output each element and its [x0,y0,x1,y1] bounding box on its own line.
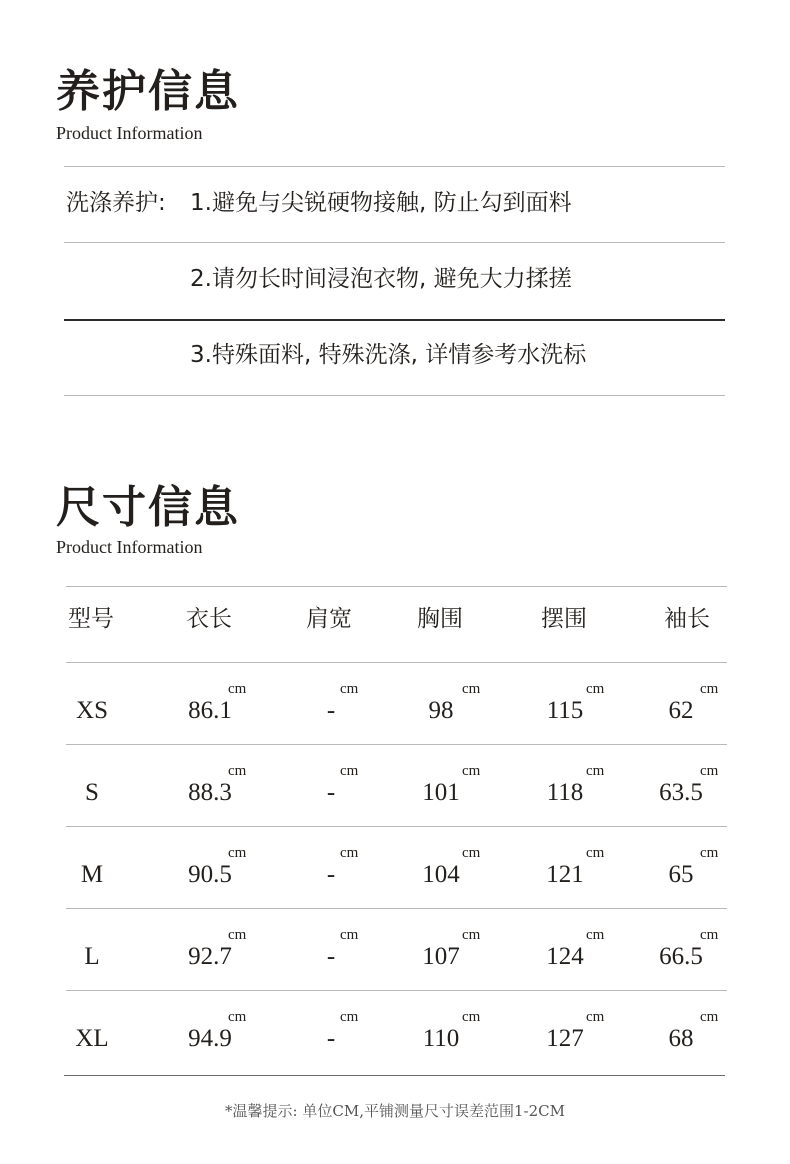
cell-shoulder: - [326,1025,336,1052]
divider [66,826,727,827]
cell-model: L [84,943,100,970]
cell-sleeve: 66.5 [659,943,703,970]
cell-shoulder: - [326,697,336,724]
unit-label: cm [340,1009,359,1025]
divider [64,166,725,167]
divider [66,908,727,909]
unit-label: cm [228,1009,247,1025]
unit-label: cm [586,845,605,861]
divider [64,319,725,321]
care-subtitle: Product Information [56,123,203,143]
unit-label: cm [340,927,359,943]
unit-label: cm [700,763,719,779]
unit-label: cm [700,1009,719,1025]
cell-length: 92.7 [188,943,232,970]
cell-model: XS [76,697,108,724]
cell-sleeve: 65 [668,861,694,888]
cell-shoulder: - [326,861,336,888]
cell-chest: 110 [422,1025,460,1052]
unit-label: cm [340,681,359,697]
cell-length: 86.1 [188,697,232,724]
care-item-1: 1.避免与尖锐硬物接触, 防止勾到面料 [190,190,572,216]
header-hem: 摆围 [541,606,587,632]
cell-shoulder: - [326,779,336,806]
unit-label: cm [228,763,247,779]
header-model: 型号 [68,606,114,632]
unit-label: cm [586,1009,605,1025]
care-row-2 [0,268,790,294]
header-chest: 胸围 [417,606,463,632]
divider [64,242,725,243]
cell-sleeve: 62 [668,697,694,724]
care-title: 养护信息 [56,66,240,117]
cell-chest: 101 [422,779,460,806]
care-item-2: 2.请勿长时间浸泡衣物, 避免大力揉搓 [190,266,572,292]
divider [66,662,727,663]
header-length: 衣长 [186,606,232,632]
unit-label: cm [700,845,719,861]
unit-label: cm [462,681,481,697]
header-shoulder: 肩宽 [306,606,352,632]
care-label: 洗涤养护: [66,190,166,216]
cell-length: 94.9 [188,1025,232,1052]
cell-chest: 107 [422,943,460,970]
cell-length: 88.3 [188,779,232,806]
divider [64,395,725,396]
unit-label: cm [340,845,359,861]
unit-label: cm [340,763,359,779]
divider [64,1075,725,1076]
cell-length: 90.5 [188,861,232,888]
divider [66,744,727,745]
size-note: *温馨提示: 单位CM,平铺测量尺寸误差范围1-2CM [225,1102,565,1120]
unit-label: cm [228,681,247,697]
care-item-3: 3.特殊面料, 特殊洗涤, 详情参考水洗标 [190,342,587,368]
cell-model: M [80,861,104,888]
size-subtitle: Product Information [56,537,203,557]
unit-label: cm [586,681,605,697]
unit-label: cm [462,845,481,861]
cell-hem: 121 [546,861,584,888]
unit-label: cm [462,1009,481,1025]
unit-label: cm [586,927,605,943]
unit-label: cm [700,681,719,697]
header-sleeve: 袖长 [664,606,710,632]
unit-label: cm [462,763,481,779]
cell-chest: 104 [422,861,460,888]
care-row-3 [0,344,790,370]
cell-shoulder: - [326,943,336,970]
cell-sleeve: 63.5 [659,779,703,806]
unit-label: cm [462,927,481,943]
unit-label: cm [228,845,247,861]
cell-hem: 127 [546,1025,584,1052]
care-row-1 [0,192,790,218]
cell-sleeve: 68 [668,1025,694,1052]
unit-label: cm [228,927,247,943]
unit-label: cm [700,927,719,943]
cell-model: S [85,779,99,806]
cell-model: XL [75,1025,109,1052]
cell-hem: 124 [546,943,584,970]
cell-hem: 118 [546,779,584,806]
size-title: 尺寸信息 [56,482,240,533]
unit-label: cm [586,763,605,779]
table-top-border [66,586,727,587]
divider [66,990,727,991]
cell-chest: 98 [428,697,454,724]
cell-hem: 115 [546,697,584,724]
